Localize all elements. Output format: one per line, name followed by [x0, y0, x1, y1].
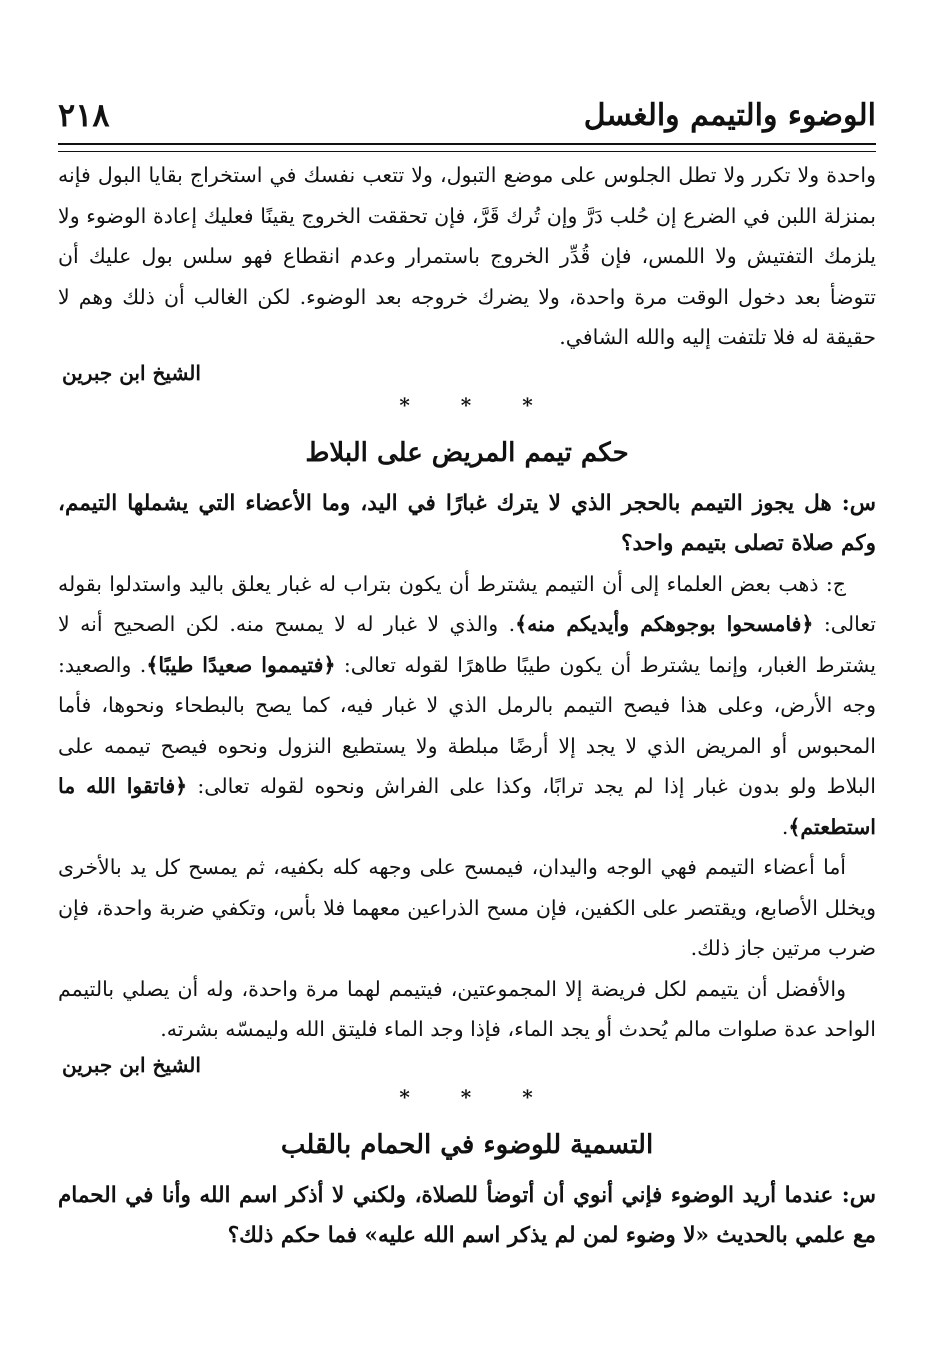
question-paragraph: س: هل يجوز التيمم بالحجر الذي لا يترك غبارًا في اليد، وما الأعضاء التي يشملها التيمم، وكم صلاة تصلى بتيمم واحد؟	[58, 490, 876, 556]
header-rule-thin	[58, 151, 876, 152]
separator-stars: * * *	[399, 1084, 555, 1109]
page-header	[58, 96, 876, 140]
continued-paragraph: واحدة ولا تكرر ولا تطل الجلوس على موضع التبول، ولا تتعب نفسك في استخراج بقايا البول فإنه بمنزلة اللبن في الضرع إن حُلب دَرَّ وإن تُرك قَرَّ، فإن تحققت الخروج يقينًا فعليك إعادة الوضوء ولا يلزمك التفتيش ولا اللمس، فإن قُدِّر الخروج باستمرار وعدم انقطاع فهو سلس بول عليك أن تتوضأ بعد دخول الوقت مرة واحدة، ولا يضرك خروجه بعد الوضوء. لكن الغالب أن ذلك وهم لا حقيقة له فلا تلتفت إليه والله الشافي.	[58, 163, 876, 349]
running-title: الوضوء والتيمم والغسل	[583, 98, 876, 133]
answer-paragraph	[58, 564, 876, 848]
page-number: ٢١٨	[58, 96, 110, 134]
answer-text: . والذي لا غبار له لا يمسح منه. لكن الصحيح أنه لا يشترط الغبار، وإنما يشترط أن يكون طيبًا طاهرًا لقوله تعالى:	[58, 612, 876, 677]
answer-text: ج: ذهب بعض العلماء إلى أن التيمم يشترط أن يكون بتراب له غبار يعلق باليد واستدلوا بقوله تعالى:	[58, 571, 876, 636]
header-rule-thick	[58, 143, 876, 145]
quran-verse: ﴿فاتقوا الله ما استطعتم﴾	[58, 774, 876, 839]
answer-text: . والصعيد: وجه الأرض، وعلى هذا فيصح التيمم بالرمل الذي لا غبار فيه، كما يصح بالبطحاء ونحوها، فأما المحبوس أو المريض الذي لا يجد إلا أرضًا مبلطة ولا يستطيع النزول ونحوه فيصح تيممه على البلاط ولو بدون غبار إذا لم يجد ترابًا، وكذا على الفراش ونحوه لقوله تعالى:	[58, 652, 877, 798]
separator-stars: * * *	[399, 392, 555, 417]
quran-verse: ﴿فامسحوا بوجوهكم وأيديكم منه﴾	[515, 612, 814, 636]
section-heading: التسمية للوضوء في الحمام بالقلب	[280, 1129, 654, 1160]
answer-text: .	[781, 814, 789, 839]
quran-verse: ﴿فتيمموا صعيدًا طيبًا﴾	[146, 652, 336, 677]
signature: الشيخ ابن جبرين	[62, 1052, 201, 1077]
question-paragraph: س: عندما أريد الوضوء فإني أنوي أن أتوضأ للصلاة، ولكني لا أذكر اسم الله وأنا في الحمام مع علمي بالحديث «لا وضوء لمن لم يذكر اسم الله عليه» فما حكم ذلك؟	[58, 1182, 876, 1248]
answer-paragraph: أما أعضاء التيمم فهي الوجه واليدان، فيمسح على وجهه كله بكفيه، ثم يمسح كل يد بالأخرى ويخلل الأصابع، ويقتصر على الكفين، فإن مسح الذراعين معهما فلا بأس، وتكفي ضربة واحدة، فإن ضرب مرتين جاز ذلك.	[58, 855, 876, 960]
page-body	[58, 155, 876, 1256]
signature: الشيخ ابن جبرين	[62, 360, 201, 385]
section-heading: حكم تيمم المريض على البلاط	[305, 437, 629, 468]
answer-paragraph: والأفضل أن يتيمم لكل فريضة إلا المجموعتين، فيتيمم لهما مرة واحدة، وله أن يصلي بالتيمم الواحد عدة صلوات مالم يُحدث أو يجد الماء، فإذا وجد الماء فليتق الله وليمسّه بشرته.	[58, 976, 876, 1041]
